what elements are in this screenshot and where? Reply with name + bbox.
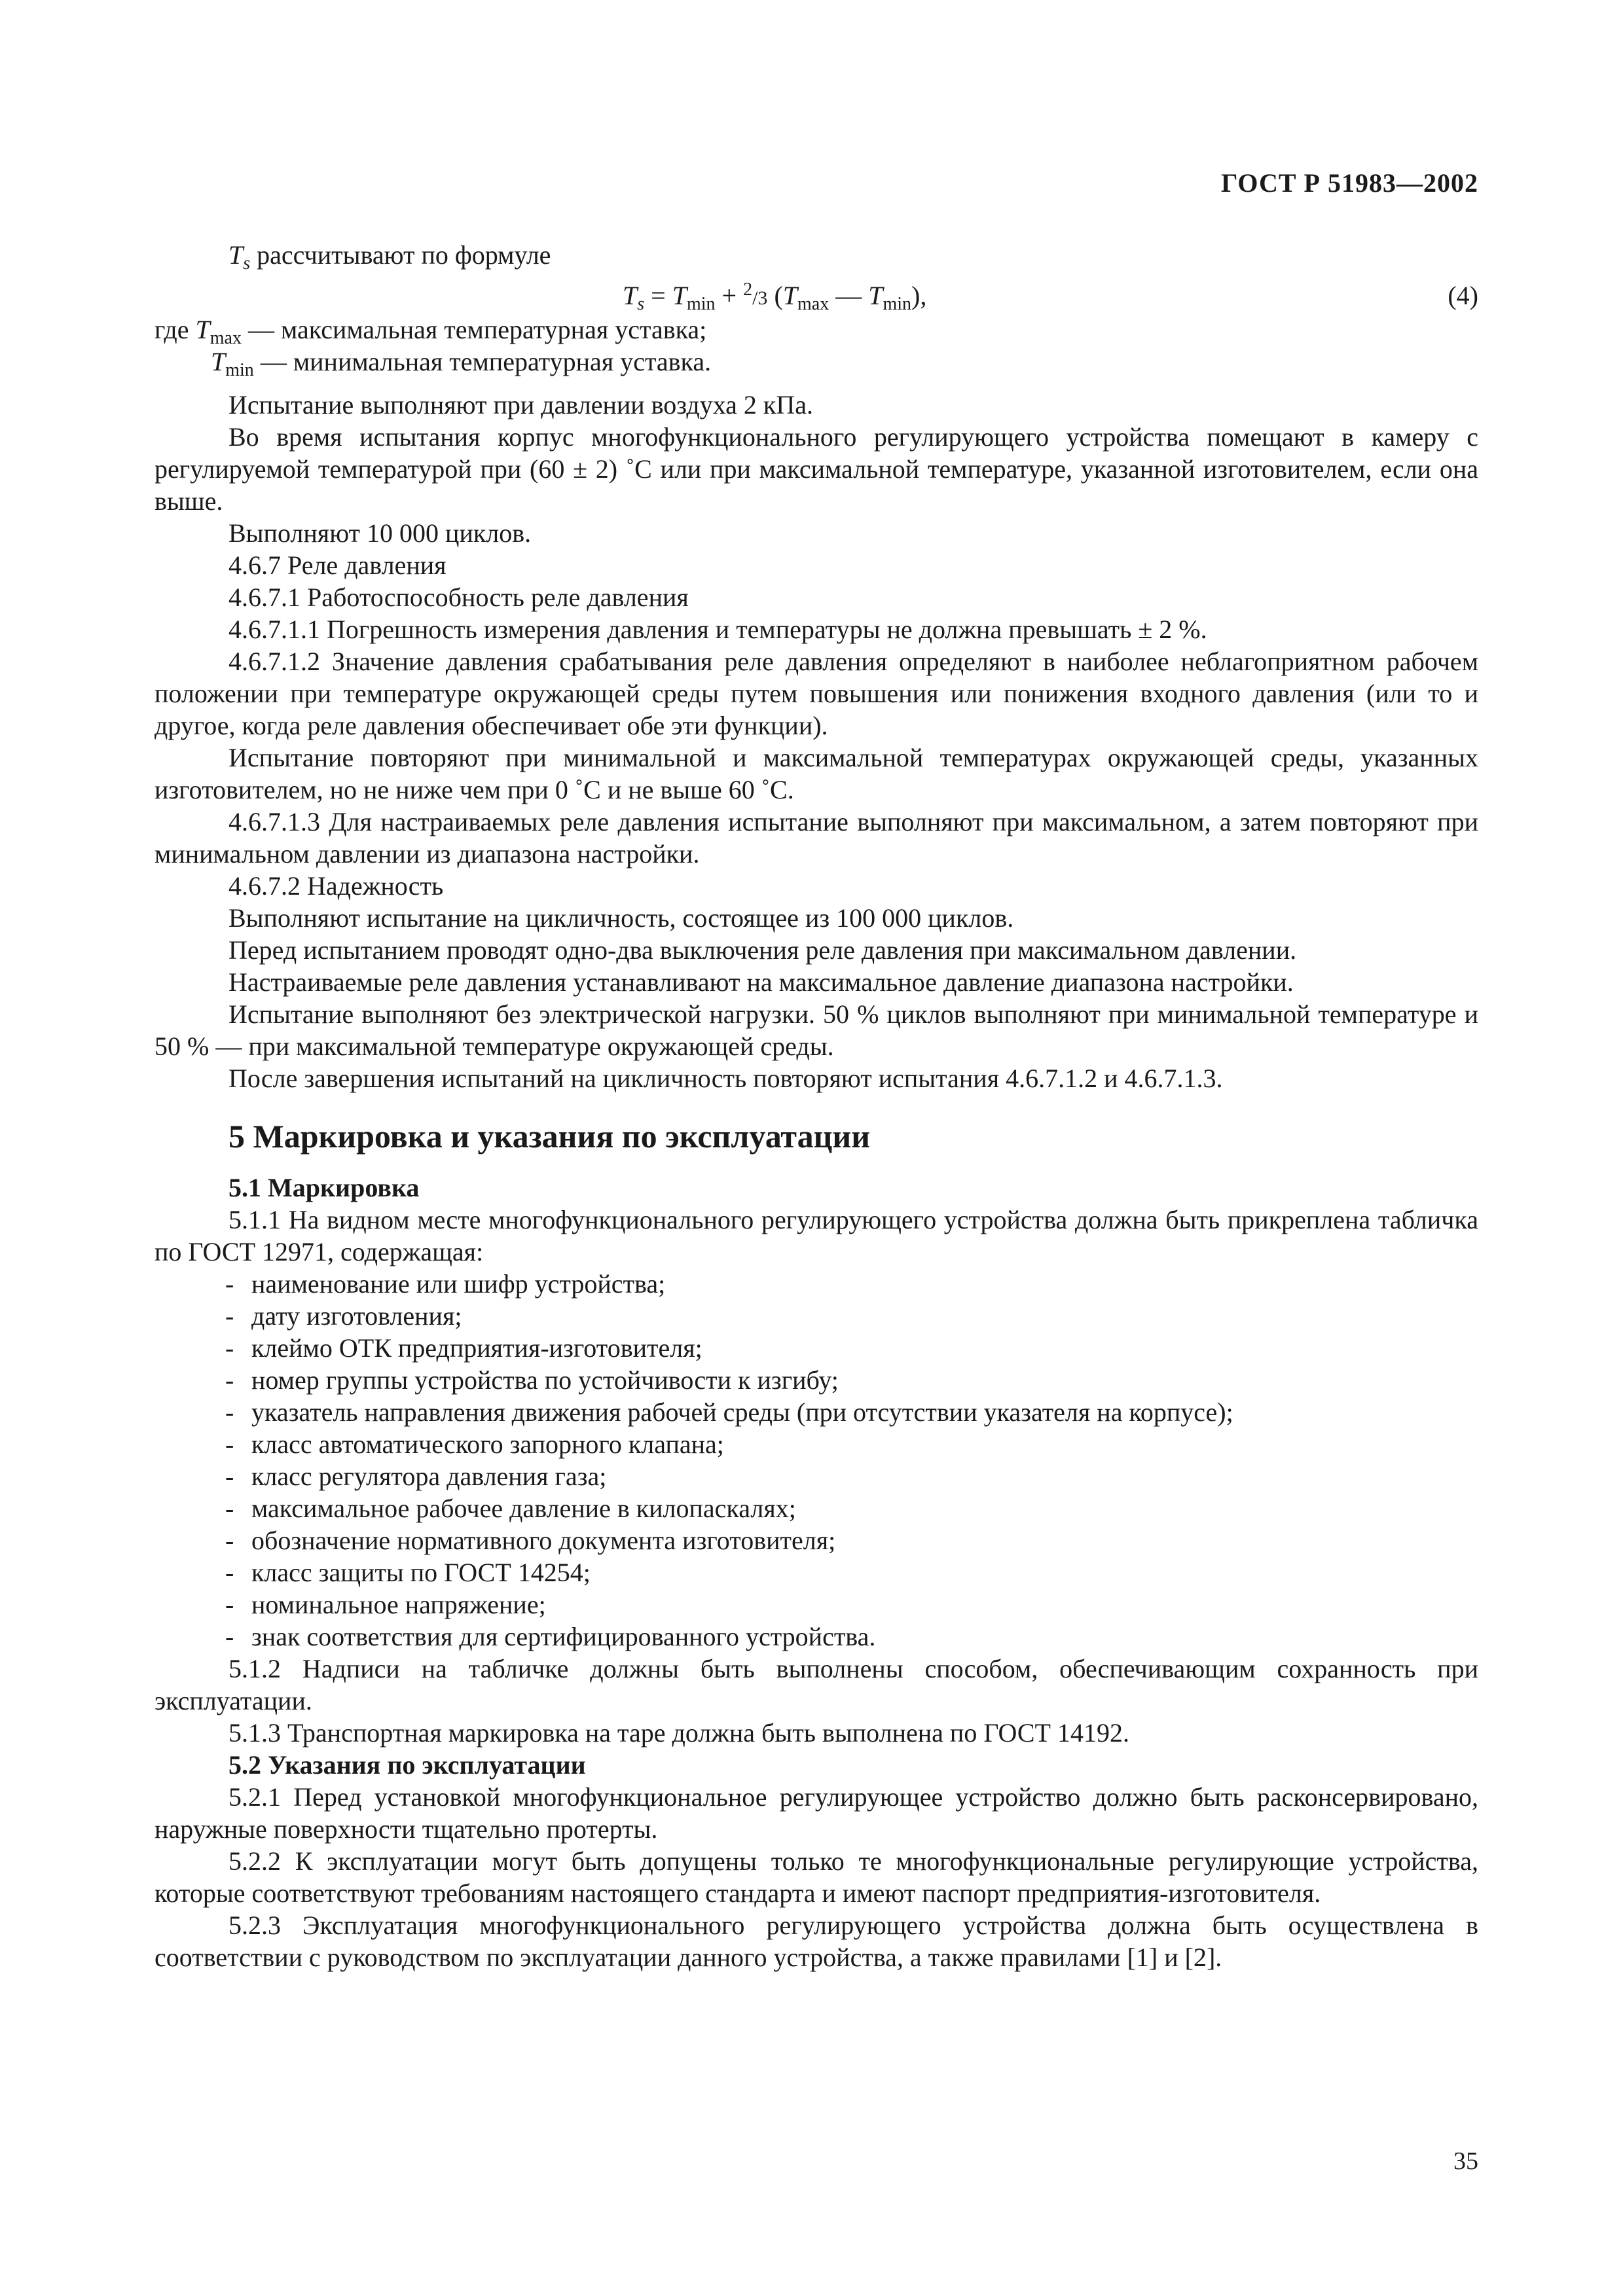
paragraph: После завершения испытаний на цикличность повторяют испытания 4.6.7.1.2 и 4.6.7.1.3.: [228, 1064, 1223, 1093]
page-content: [155, 239, 1478, 1973]
paragraph: Испытание выполняют при давлении воздуха 2 кПа.: [228, 390, 814, 420]
list-item: - клеймо ОТК предприятия-изготовителя;: [225, 1333, 702, 1363]
clause-heading: 4.6.7.2 Надежность: [228, 871, 444, 901]
formula-expression: $T_s = T_{min} + ^2/3$ ($T_{max}$ — $T_{min}$),: [623, 279, 927, 314]
paragraph: 4.6.7.1.2 Значение давления срабатывания реле давления определяют в наиболее неблагоприятном рабочем положении при температуре окружающей среды путем повышения или понижения входного давления (или то и другое, когда реле давления обеспечивает обе эти функции).: [155, 647, 1478, 740]
formula-4: [155, 274, 1478, 314]
legend-tmin: $T_{min}$ — минимальная температурная уставка.: [211, 347, 712, 380]
subsection-5-2-title: 5.2 Указания по эксплуатации: [228, 1750, 586, 1780]
paragraph: Испытание повторяют при минимальной и максимальной температурах окружающей среды, указанных изготовителем, но не ниже чем при 0 ˚С и не выше 60 ˚С.: [155, 743, 1478, 804]
formula-number: (4): [1448, 281, 1478, 310]
list-item: - номер группы устройства по устойчивости к изгибу;: [225, 1365, 839, 1395]
list-item: - знак соответствия для сертифицированного устройства.: [225, 1622, 876, 1651]
list-item: - максимальное рабочее давление в килопаскалях;: [225, 1494, 796, 1523]
formula-legend: [155, 314, 1478, 378]
paragraph: Перед испытанием проводят одно-два выключения реле давления при максимальном давлении.: [228, 935, 1297, 965]
list-item: - наименование или шифр устройства;: [225, 1269, 666, 1299]
marking-list: [155, 1268, 1478, 1653]
subsection-5-1-title: 5.1 Маркировка: [228, 1173, 420, 1202]
paragraph: 5.1.3 Транспортная маркировка на таре должна быть выполнена по ГОСТ 14192.: [228, 1718, 1129, 1748]
list-item: - указатель направления движения рабочей среды (при отсутствии указателя на корпусе);: [225, 1397, 1233, 1427]
list-item: - дату изготовления;: [225, 1301, 462, 1331]
section-5-title: 5 Маркировка и указания по эксплуатации: [228, 1118, 871, 1155]
paragraph: Выполняют испытание на цикличность, состоящее из 100 000 циклов.: [228, 903, 1014, 933]
list-item: - класс регулятора давления газа;: [225, 1462, 607, 1491]
list-item: - номинальное напряжение;: [225, 1590, 546, 1619]
list-item: - класс автоматического запорного клапана;: [225, 1429, 724, 1459]
paragraph: 5.2.3 Эксплуатация многофункционального регулирующего устройства должна быть осуществлена в соответствии с руководством по эксплуатации данного устройства, а также правилами [1] и [2].: [155, 1910, 1478, 1972]
formula-intro: $T_s$ рассчитывают по формуле: [228, 240, 551, 274]
paragraph: Испытание выполняют без электрической нагрузки. 50 % циклов выполняют при минимальной температуре и 50 % — при максимальной температуре окружающей среды.: [155, 999, 1478, 1061]
paragraph: Настраиваемые реле давления устанавливают на максимальное давление диапазона настройки.: [228, 967, 1294, 997]
page-number: 35: [1453, 2147, 1478, 2175]
legend-tmax: где $T_{max}$ — максимальная температурная уставка;: [155, 315, 707, 348]
clause-heading: 4.6.7.1 Работоспособность реле давления: [228, 583, 689, 612]
paragraph: 5.2.2 К эксплуатации могут быть допущены только те многофункциональные регулирующие устройства, которые соответствуют требованиям настоящего стандарта и имеют паспорт предприятия-изготовителя.: [155, 1846, 1478, 1908]
paragraph: 4.6.7.1.1 Погрешность измерения давления и температуры не должна превышать ± 2 %.: [228, 615, 1207, 644]
list-item: - класс защиты по ГОСТ 14254;: [225, 1558, 591, 1587]
paragraph: 5.2.1 Перед установкой многофункциональное регулирующее устройство должно быть расконсервировано, наружные поверхности тщательно протерты.: [155, 1782, 1478, 1844]
list-item: - обозначение нормативного документа изготовителя;: [225, 1526, 836, 1555]
clause-heading: 4.6.7 Реле давления: [228, 550, 447, 580]
standard-header: ГОСТ Р 51983—2002: [1220, 168, 1478, 198]
paragraph: 5.1.2 Надписи на табличке должны быть выполнены способом, обеспечивающим сохранность при эксплуатации.: [155, 1654, 1478, 1715]
paragraph: 5.1.1 На видном месте многофункционального регулирующего устройства должна быть прикреплена табличка по ГОСТ 12971, содержащая:: [155, 1205, 1478, 1266]
paragraph: Выполняют 10 000 циклов.: [228, 518, 532, 548]
paragraph: Во время испытания корпус многофункционального регулирующего устройства помещают в камеру с регулируемой температурой при (60 ± 2) ˚С или при максимальной температуре, указанной изготовителем, если она выше.: [155, 422, 1478, 516]
paragraph: 4.6.7.1.3 Для настраиваемых реле давления испытание выполняют при максимальном, а затем повторяют при минимальном давлении из диапазона настройки.: [155, 807, 1478, 869]
